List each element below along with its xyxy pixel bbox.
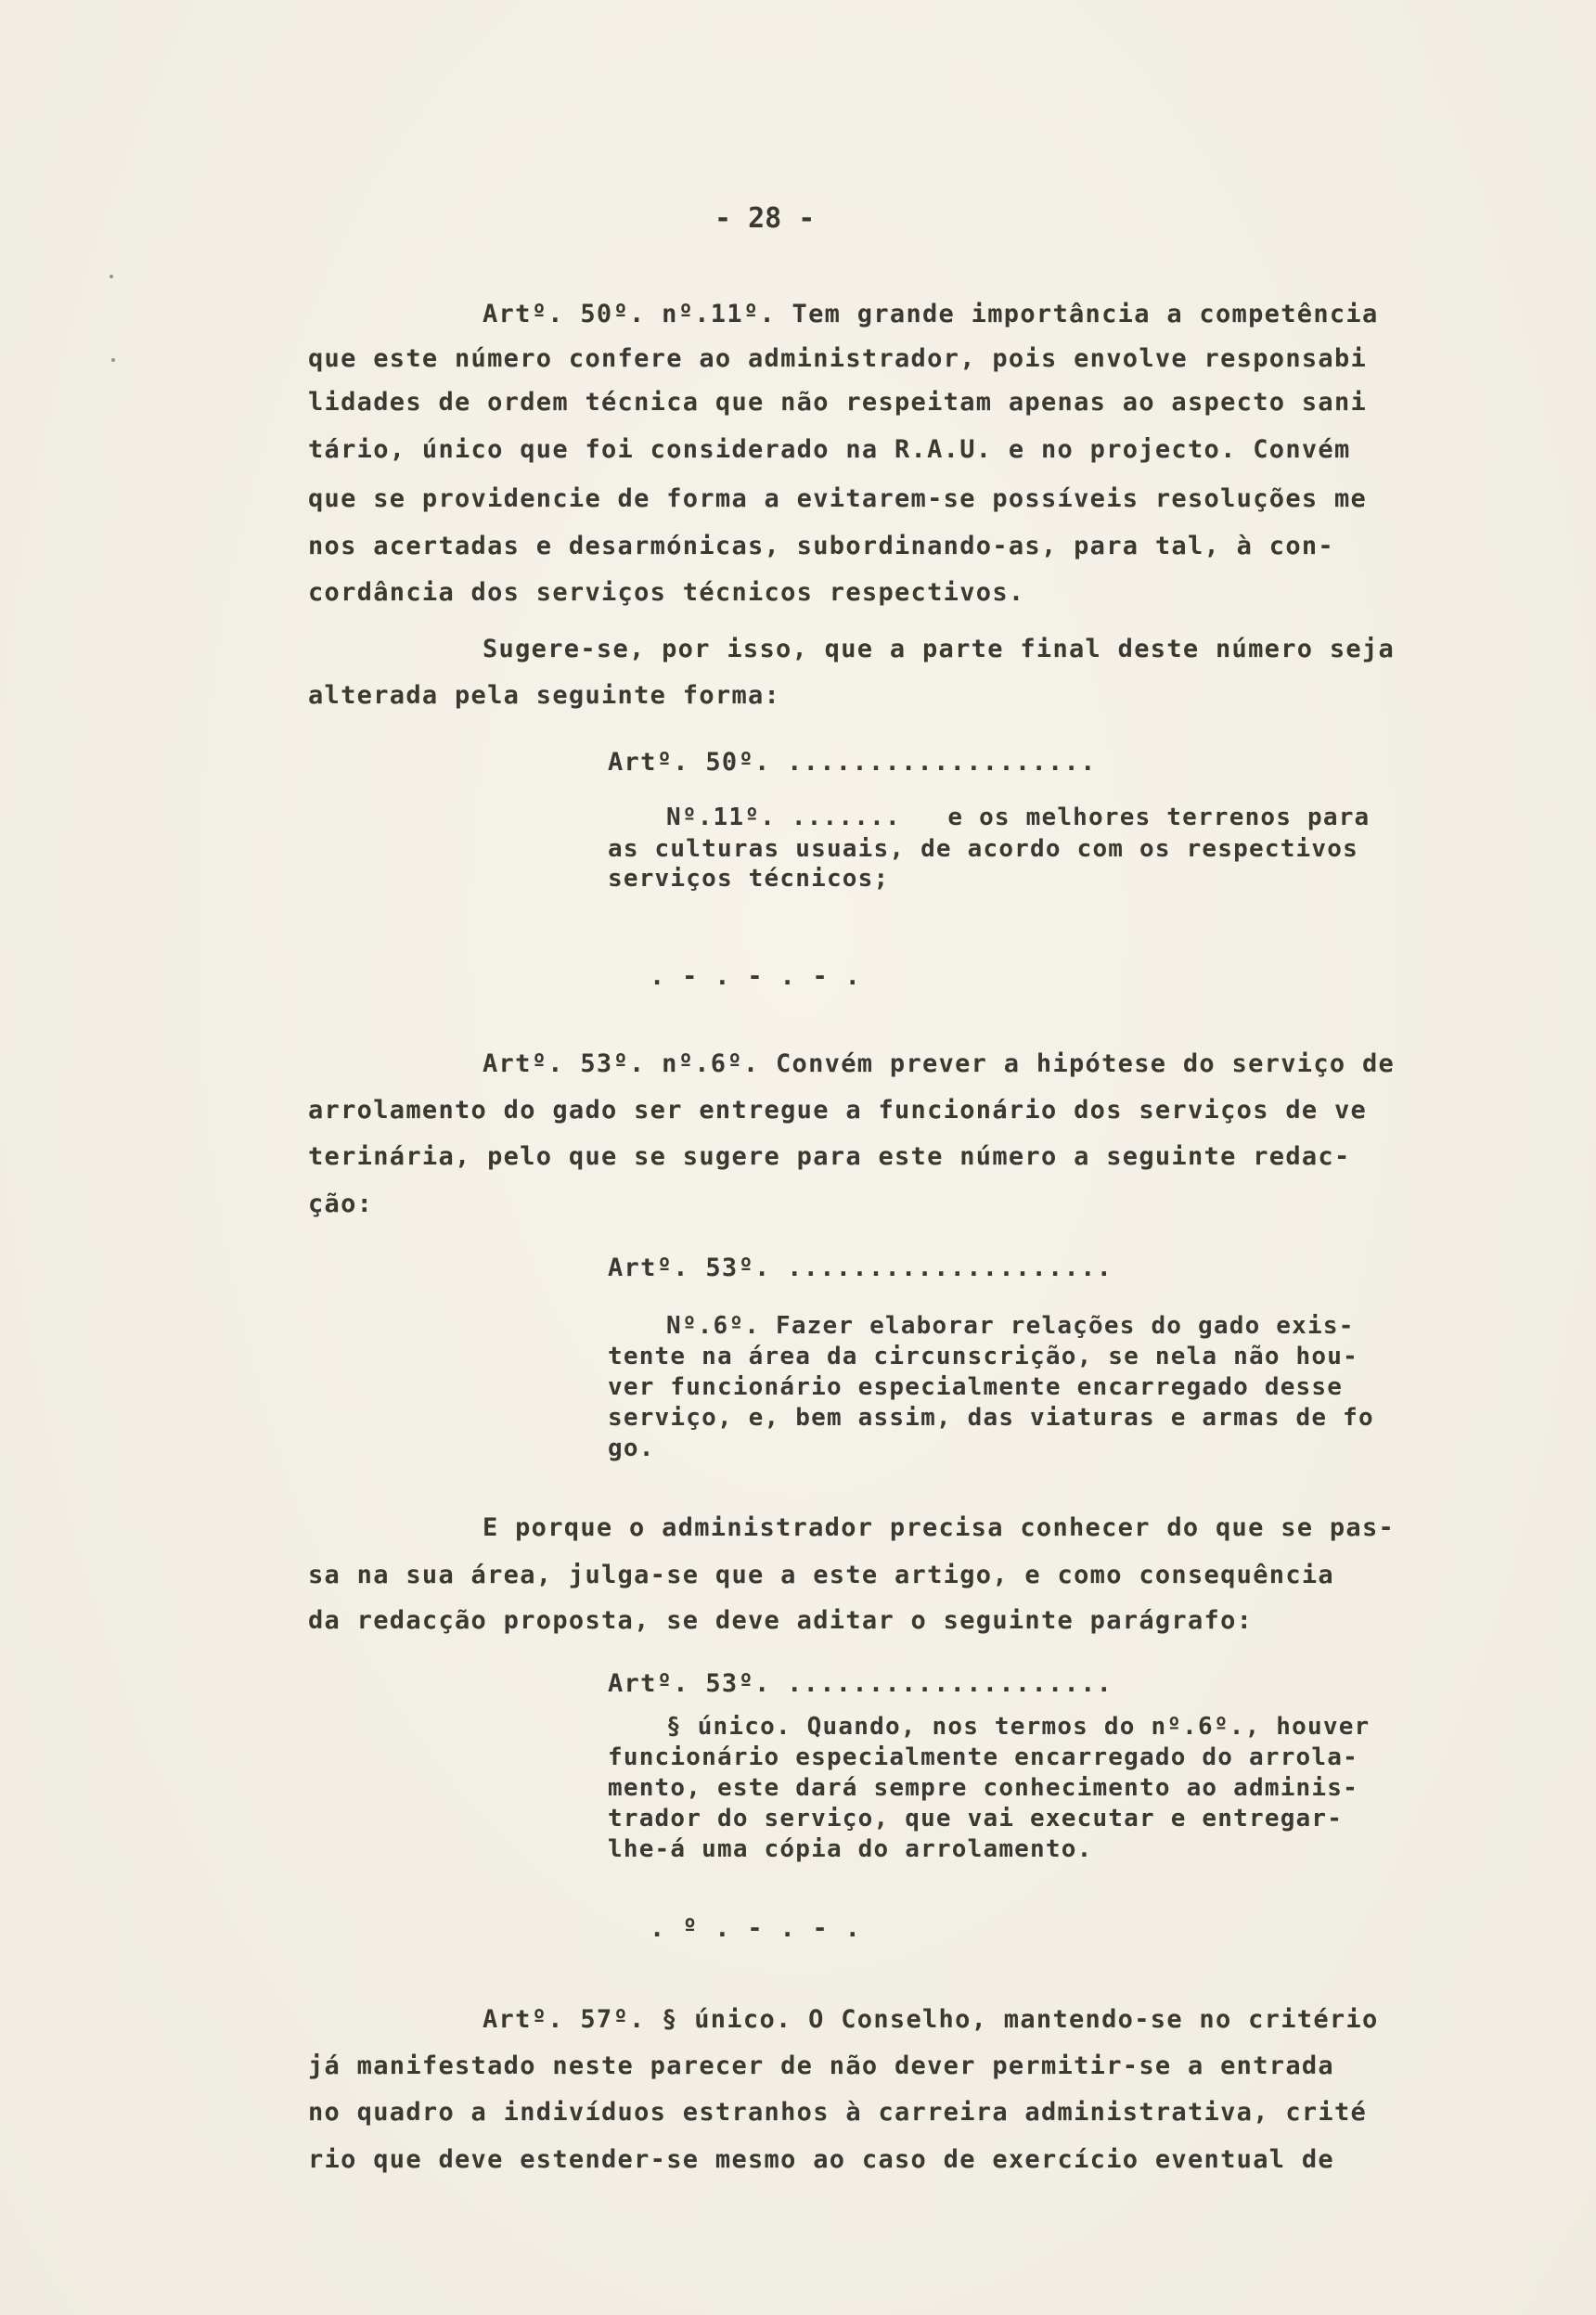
quote-line: Nº.6º. Fazer elaborar relações do gado exis- (666, 1312, 1355, 1340)
quote-line: mento, este dará sempre conhecimento ao adminis- (608, 1774, 1358, 1802)
body-line: Artº. 50º. nº.11º. Tem grande importância a competência (483, 300, 1379, 328)
quote-line: Nº.11º. ....... e os melhores terrenos para (666, 804, 1371, 831)
quote-line: trador do serviço, que vai executar e entregar- (608, 1805, 1344, 1833)
body-line: E porque o administrador precisa conhecer do que se pas- (483, 1513, 1396, 1542)
body-line: lidades de ordem técnica que não respeitam apenas ao aspecto sani (308, 388, 1368, 417)
quote-line: funcionário especialmente encarregado do arrola- (608, 1743, 1358, 1771)
body-line: arrolamento do gado ser entregue a funcionário dos serviços de ve (308, 1096, 1368, 1125)
section-separator: . - . - . - . (650, 962, 862, 991)
body-line: no quadro a indivíduos estranhos à carreira administrativa, crité (308, 2098, 1368, 2127)
body-line: ção: (308, 1190, 374, 1218)
quote-line: lhe-á uma cópia do arrolamento. (608, 1835, 1093, 1863)
body-line: rio que deve estender-se mesmo ao caso de exercício eventual de (308, 2145, 1334, 2174)
quote-heading: Artº. 53º. .................... (608, 1254, 1113, 1282)
paper-speck (109, 275, 113, 278)
body-line: da redacção proposta, se deve aditar o seguinte parágrafo: (308, 1606, 1254, 1635)
body-line: que este número confere ao administrador, pois envolve responsabi (308, 344, 1368, 373)
paper-speck (111, 358, 115, 362)
body-line: Artº. 57º. § único. O Conselho, mantendo-se no critério (483, 2005, 1379, 2034)
quote-heading: Artº. 50º. ................... (608, 748, 1097, 777)
body-line: Sugere-se, por isso, que a parte final deste número seja (483, 635, 1396, 663)
body-line: nos acertadas e desarmónicas, subordinando-as, para tal, à con- (308, 532, 1334, 560)
section-separator: . º . - . - . (650, 1914, 862, 1943)
body-line: alterada pela seguinte forma: (308, 681, 781, 710)
quote-line: ver funcionário especialmente encarregado desse (608, 1373, 1344, 1401)
quote-line: as culturas usuais, de acordo com os respectivos (608, 835, 1358, 863)
body-line: que se providencie de forma a evitarem-se possíveis resoluções me (308, 484, 1368, 513)
body-line: já manifestado neste parecer de não dever permitir-se a entrada (308, 2051, 1334, 2080)
quote-line: § único. Quando, nos termos do nº.6º., houver (666, 1713, 1371, 1741)
quote-line: go. (608, 1434, 655, 1462)
body-line: sa na sua área, julga-se que a este artigo, e como consequência (308, 1561, 1334, 1589)
quote-line: serviço, e, bem assim, das viaturas e armas de fo (608, 1404, 1374, 1432)
body-line: Artº. 53º. nº.6º. Convém prever a hipótese do serviço de (483, 1049, 1396, 1078)
body-line: terinária, pelo que se sugere para este número a seguinte redac- (308, 1142, 1351, 1171)
page-number: - 28 - (714, 202, 816, 235)
quote-line: tente na área da circunscrição, se nela não hou- (608, 1343, 1358, 1370)
quote-heading: Artº. 53º. .................... (608, 1669, 1113, 1698)
quote-line: serviços técnicos; (608, 865, 890, 893)
body-line: cordância dos serviços técnicos respectivos. (308, 578, 1025, 607)
body-line: tário, único que foi considerado na R.A.U. e no projecto. Convém (308, 435, 1351, 464)
